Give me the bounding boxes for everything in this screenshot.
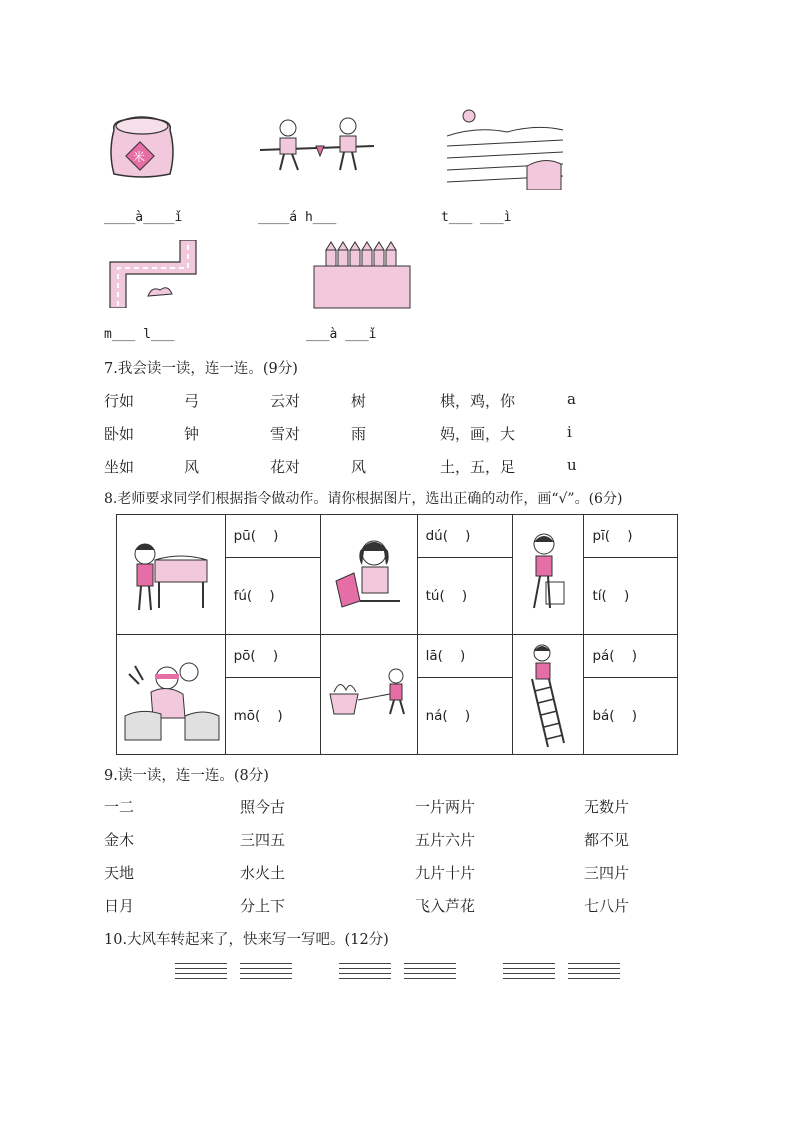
q8-option-pi[interactable]: pī( ) [584, 515, 678, 558]
q10-heading: 10.大风车转起来了，快来写一写吧。(12分) [104, 932, 389, 948]
picture-climbing-ladder [513, 634, 584, 754]
writing-lines-6[interactable] [568, 963, 620, 985]
q6-blank-5: ___à ___ǐ [306, 327, 377, 342]
q8-option-fu[interactable]: fú( ) [225, 558, 321, 635]
q8-option-la[interactable]: lā( ) [417, 634, 513, 677]
writing-lines-4[interactable] [404, 963, 456, 985]
q9-heading: 9.读一读，连一连。(8分) [104, 768, 269, 784]
picture-reading-girl [321, 515, 418, 635]
q9-row-3: 天地 水火土 九片十片 三四片 [104, 864, 630, 882]
q6-blank-1: ____à____ǐ [104, 210, 183, 225]
q6-blank-4: m___ l___ [104, 327, 175, 342]
q8-option-ba[interactable]: bá( ) [584, 678, 678, 755]
q8-option-ti[interactable]: tí( ) [584, 558, 678, 635]
q9-row-2: 金木 三四五 五片六片 都不见 [104, 831, 630, 849]
q8-table [116, 514, 678, 755]
svg-text:米: 米 [133, 150, 146, 164]
picture-tug-of-war [258, 116, 376, 176]
writing-lines-5[interactable] [503, 963, 555, 985]
q9-row-4: 日月 分上下 飞入芦花 七八片 [104, 897, 630, 915]
picture-pulling-basket [321, 634, 418, 754]
q8-option-tu[interactable]: tú( ) [417, 558, 513, 635]
picture-carrying-bucket [513, 515, 584, 635]
q8-option-mo[interactable]: mō( ) [225, 678, 321, 755]
picture-rice-bag [104, 112, 180, 182]
picture-field-landscape [447, 106, 563, 190]
q7-row-3: 坐如 风 花对 风 土，五，足 u [104, 456, 577, 476]
q8-option-po[interactable]: pō( ) [225, 634, 321, 677]
writing-lines-1[interactable] [175, 963, 227, 985]
q7-row-2: 卧如 钟 雪对 雨 妈，画，大 i [104, 423, 572, 443]
q7-row-1: 行如 弓 云对 树 棋，鸡，你 a [104, 390, 576, 410]
writing-lines-2[interactable] [240, 963, 292, 985]
q8-option-na[interactable]: ná( ) [417, 678, 513, 755]
writing-lines-3[interactable] [339, 963, 391, 985]
picture-crayon-box [312, 240, 412, 310]
picture-blindfold-game [117, 634, 226, 754]
picture-road [104, 240, 198, 308]
q8-option-pa[interactable]: pá( ) [584, 634, 678, 677]
q8-heading: 8.老师要求同学们根据指令做动作。请你根据图片，选出正确的动作，画“√”。(6分) [104, 491, 623, 507]
q8-option-pu[interactable]: pū( ) [225, 515, 321, 558]
q9-row-1: 一二 照今古 一片两片 无数片 [104, 798, 630, 816]
q6-blank-3: t___ ___ì [441, 210, 512, 225]
q7-heading: 7.我会读一读，连一连。(9分) [104, 361, 298, 377]
picture-bed-child [117, 515, 226, 635]
q8-option-du[interactable]: dú( ) [417, 515, 513, 558]
q6-blank-2: ____á h___ [258, 210, 337, 225]
